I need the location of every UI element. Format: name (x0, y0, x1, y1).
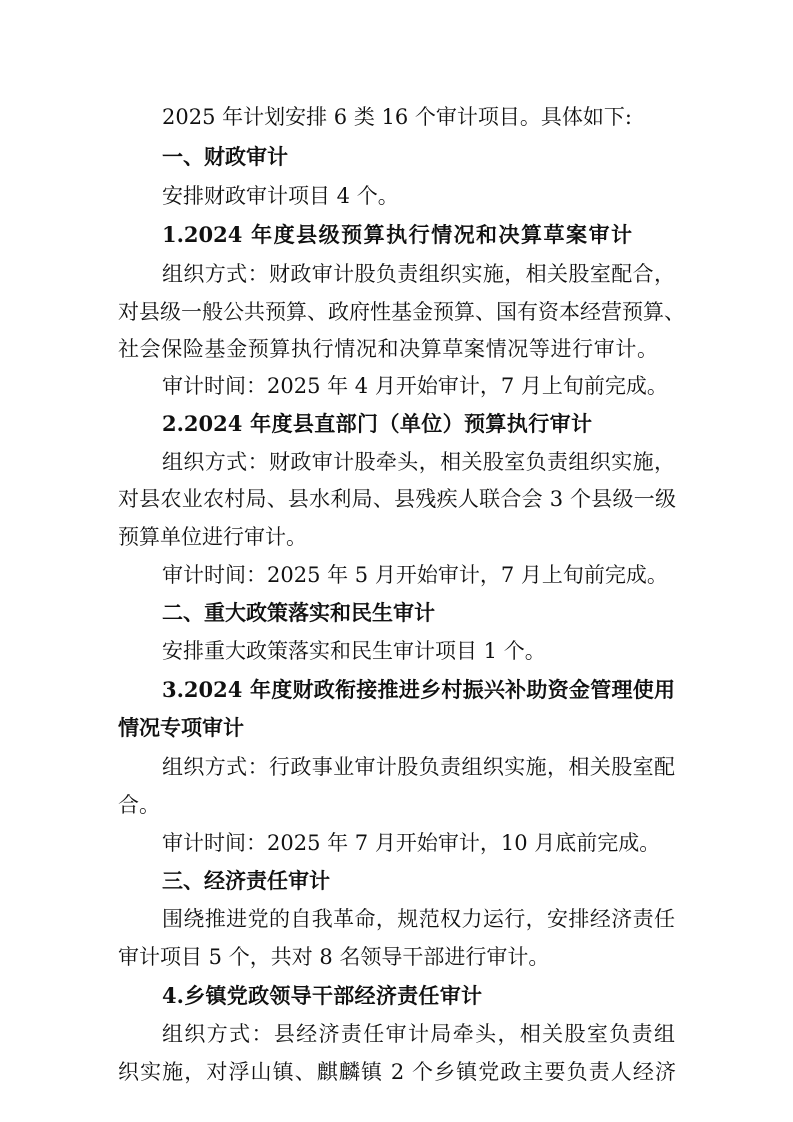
paragraph-line: 围绕推进党的自我革命，规范权力运行，安排经济责任 (162, 907, 675, 931)
paragraph-line: 预算单位进行审计。 (118, 525, 307, 549)
item-heading-3: 3.2024 年度财政衔接推进乡村振兴补助资金管理使用 (162, 677, 675, 702)
item-heading-3-cont: 情况专项审计 (118, 715, 244, 740)
section-heading-fiscal-audit: 一、财政审计 (162, 144, 288, 169)
paragraph-line: 审计项目 5 个，共对 8 名领导干部进行审计。 (118, 945, 550, 969)
paragraph-line: 合。 (118, 793, 160, 817)
section-heading-policy-audit: 二、重大政策落实和民生审计 (162, 600, 435, 625)
paragraph-line: 对县农业农村局、县水利局、县残疾人联合会 3 个县级一级 (118, 487, 676, 511)
paragraph-line: 组织方式：财政审计股牵头，相关股室负责组织实施， (162, 450, 675, 474)
paragraph-line: 对县级一般公共预算、政府性基金预算、国有资本经营预算、 (118, 300, 685, 324)
item-heading-1: 1.2024 年度县级预算执行情况和决算草案审计 (162, 222, 632, 247)
paragraph-line: 审计时间：2025 年 4 月开始审计，7 月上旬前完成。 (162, 374, 668, 398)
paragraph-line: 安排财政审计项目 4 个。 (162, 184, 399, 208)
item-heading-4: 4.乡镇党政领导干部经济责任审计 (162, 983, 482, 1008)
intro-line: 2025 年计划安排 6 类 16 个审计项目。具体如下: (162, 105, 632, 129)
paragraph-line: 社会保险基金预算执行情况和决算草案情况等进行审计。 (118, 337, 658, 361)
section-heading-economic-audit: 三、经济责任审计 (162, 868, 330, 893)
paragraph-line: 安排重大政策落实和民生审计项目 1 个。 (162, 639, 546, 663)
paragraph-line: 审计时间：2025 年 5 月开始审计，7 月上旬前完成。 (162, 563, 668, 587)
paragraph-line: 审计时间：2025 年 7 月开始审计，10 月底前完成。 (162, 831, 661, 855)
paragraph-line: 组织方式：行政事业审计股负责组织实施，相关股室配 (162, 755, 675, 779)
item-heading-2: 2.2024 年度县直部门（单位）预算执行审计 (162, 411, 592, 436)
paragraph-line: 组织方式：县经济责任审计局牵头，相关股室负责组 (162, 1022, 675, 1046)
paragraph-line: 组织方式：财政审计股负责组织实施，相关股室配合， (162, 262, 675, 286)
paragraph-line: 织实施，对浮山镇、麒麟镇 2 个乡镇党政主要负责人经济 (118, 1060, 676, 1084)
